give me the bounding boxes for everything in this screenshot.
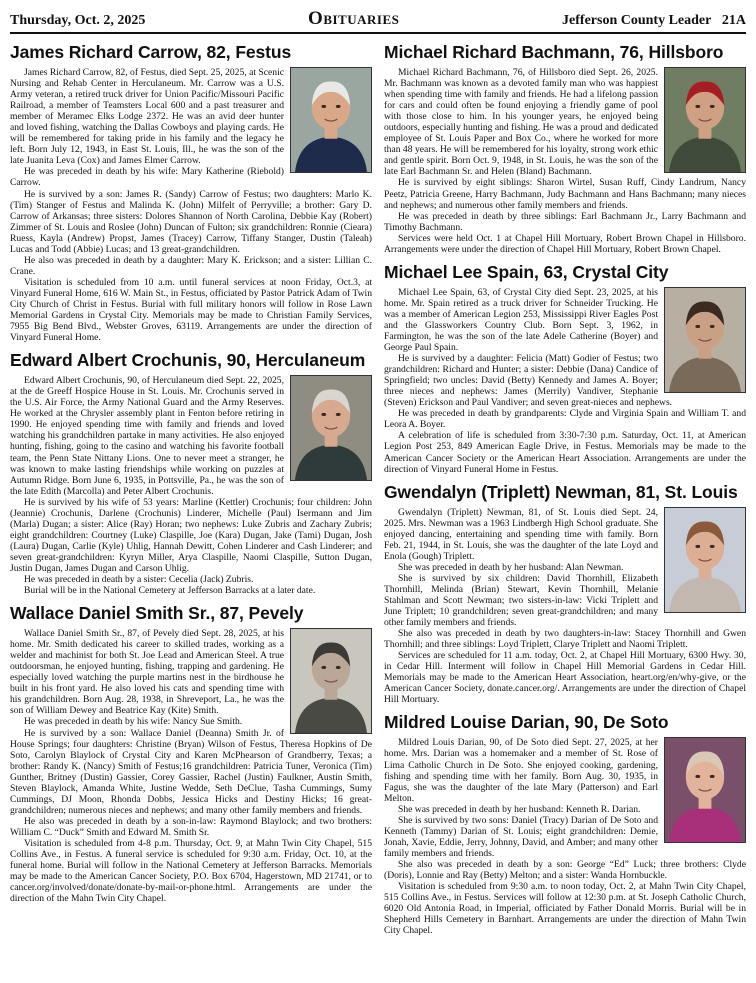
obituary-paragraph: Edward Albert Crochunis, 90, of Herculaneum died Sept. 22, 2025, at the de Greeff Hospice House in St. Louis. Mr. Crochunis served in the U.S. Air Force, the Army National Guard and the Army Reserves. He worked at the Chrysler assembly plant in Fenton before retiring in 1990. He enjoyed spending time with family and friends and loved watching his grandchildren partake in many activities. He also enjoyed hunting, fishing, going to the casino and watching his favorite football team, the Penn State Nittany Lions. One to never meet a stranger, he was known to make lasting friendships while working on puzzles at Autumn Ridge. Born June 6, 1935, in Pottsville, Pa., he was the son of the late Edith (Marcolla) and Peter Albert Crochunis. (10, 375, 284, 497)
obituary-paragraph: Mildred Louis Darian, 90, of De Soto died Sept. 27, 2025, at her home. Mrs. Darian was a homemaker and a member of St. Rose of Lima Catholic Church in De Soto. She enjoyed cooking, gardening, fishing and spending time with her family. Born Aug. 30, 1935, in Fagus, she was the daughter of the late Mary (Patterson) and Earl Melton. (384, 737, 658, 804)
obituary-headline: Wallace Daniel Smith Sr., 87, Pevely (10, 603, 304, 624)
section-title: Obituaries (308, 8, 400, 29)
right-column (384, 42, 746, 943)
obituary-paragraph: Wallace Daniel Smith Sr., 87, of Pevely died Sept. 28, 2025, at his home. Mr. Smith dedicated his career to skilled trades, working as a welder and machinist for both St. Joe Lead and American Steel. A true outdoorsman, he enjoyed hunting, fishing, trapping and gardening. He especially loved watching the purple martins nest in the birdhouse he built in his front yard. He also loved his cats and spending time with his grandchildren. Born Aug. 28, 1938, in Shreveport, La., he was the son of William Dewey and Beatrice Kay (Kite) Smith. (10, 628, 284, 717)
obituary-paragraph: He also was preceded in death by a son-in-law: Raymond Blaylock; and two brothers: William C. “Duck” Smith and Edward M. Smith Sr. (10, 815, 372, 838)
obituary-headline: Mildred Louise Darian, 90, De Soto (384, 712, 669, 733)
obituary-headline: Gwendalyn (Triplett) Newman, 81, St. Louis (384, 481, 738, 502)
portrait-photo (290, 67, 372, 173)
issue-date: Thursday, Oct. 2, 2025 (10, 13, 146, 28)
obituary-paragraph: He is survived by a son: Wallace Daniel (Deanna) Smith Jr. of House Springs; four daughters: Christine (Bryan) Wilson of Festus, Theresa Hopkins of De Soto, Carolyn Blaylock of Crystal City and Karen McPhearson of Grandberry, Texas; a brother: Randy K. (Nancy) Smith of Festus;16 grandchildren: Patricia Tuner, Veronica (Tim) Gunther, Britney (Dustin) Gassier, Corey Gassier, Rachel (Justin) Faulkner, Austin Smith, Steven Blaylock, Amanda White, Justine Wedde, Seth DeClue, Tasha Cummings, Sumy Cummings, DJ Moon, Rhonda Dobbs, Jessica Hicks and Destiny Hicks; 16 great-grandchildren; numerous nieces and nephews; and many other family members and friends. (10, 727, 372, 816)
obituary (10, 603, 372, 904)
obituary-paragraph: He is survived by a son: James R. (Sandy) Carrow of Festus; two daughters: Marlo K. (Tim) Stanger of Festus and Malinda K. (John) Milfelt of Perryville; a brother: Gary D. Carrow of Arkansas; three sisters: Dolores Shannon of North Carolina, Debbie Kay (Robert) Zimmer of St. Louis and Roslee (John) Duncan of Fulton; six grandchildren: Ronnie (Cieara) Ruess, Kayla (Andrew) Propst, James (Tracey) Carrow, Tiffany Stanger, Dustin (Taleah) Lucas and Todd (Abbie) Lucas; and 13 great-grandchildren. (10, 188, 372, 255)
left-column (10, 42, 372, 943)
obituary-paragraph: He was preceded in death by grandparents: Clyde and Virginia Spain and William T. and Leora A. Boyer. (384, 408, 746, 431)
obituary-paragraph: Services are scheduled for 11 a.m. today, Oct. 2, at Chapel Hill Mortuary, 6300 Hwy. 30, in Cedar Hill. Interment will follow in Chapel Hill Memorial Gardens in Cedar Hill. Memorials may be made to the American Heart Association, heart.org/en/why-give, or the American Cancer Society, donate.cancer.org/. Arrangements are under the direction of Chapel Hill Mortuary. (384, 650, 746, 706)
obituary-paragraph: Visitation is scheduled from 10 a.m. until funeral services at noon Friday, Oct.3, at Vinyard Funeral Home, 616 W. Main St., in Festus, officiated by Pastor Patrick Adam of Twin City Church of Christ in Festus. Burial with full military honors will follow in Rose Lawn Memorial Gardens in Crystal City. Memorials may be made to Christian Family Services, 7955 Big Bend Blvd., Webster Groves, 63119. Arrangements are under the direction of Vinyard Funeral Home. (10, 276, 372, 344)
paper-name: Jefferson County Leader (562, 13, 712, 28)
obituary-paragraph: She also was preceded in death by two daughters-in-law: Stacey Thornhill and Gwen Thornhill; and three siblings: Loyd Triplett, Clarye Triplett and Naomi Triplett. (384, 628, 746, 651)
obituary-headline: Edward Albert Crochunis, 90, Herculaneum (10, 350, 366, 371)
obituary-paragraph: A celebration of life is scheduled from 3:30-7:30 p.m. Saturday, Oct. 11, at American Legion Post 253, 849 American Eagle Drive, in Festus. Memorials may be made to the American Cancer Society or the American Heart Association. Arrangements are under the direction of Vinyard Funeral Home in Festus. (384, 430, 746, 475)
obituary-paragraph: He is survived by eight siblings: Sharon Wirtel, Susan Ruff, Cindy Landrum, Nancy Peetz, Patricia Greene, Harry Bachmann, Judy Bachmann and Hans Bachmann; many nieces and nephews; and numerous other family members and friends. (384, 177, 746, 211)
obituary (10, 350, 372, 596)
obituary-paragraph: Services were held Oct. 1 at Chapel Hill Mortuary, Robert Brown Chapel in Hillsboro. Arrangements were under the direction of Chapel Hill Mortuary, Robert Brown Chapel. (384, 232, 746, 255)
obituary-paragraph: He also was preceded in death by a daughter: Mary K. Erickson; and a sister: Lillian C. Crane. (10, 254, 372, 277)
obituary (10, 42, 372, 343)
obituary-paragraph: Gwendalyn (Triplett) Newman, 81, of St. Louis died Sept. 24, 2025. Mrs. Newman was a 1963 Lindbergh High School graduate. She enjoyed dancing, entertaining and spending time with family. Born Feb. 21, 1944, in St. Louis, she was the daughter of the late Loyd and Enola (Gough) Triplett. (384, 506, 658, 562)
obituary (384, 262, 746, 475)
portrait-photo (290, 375, 372, 481)
portrait-photo (664, 737, 746, 843)
obituary-paragraph: Burial will be in the National Cemetery at Jefferson Barracks at a later date. (24, 585, 316, 597)
obituary-paragraph: James Richard Carrow, 82, of Festus, died Sept. 25, 2025, at Scenic Nursing and Rehab Center in Herculaneum. Mr. Carrow was a U.S. Army veteran, a retired truck driver for Union Pacific/Missouri Pacific Railroad, a member of Teamsters Local 600 and a past treasurer and member of Meramec Elks Lodge 2372. He was an avid deer hunter and loved fishing, watching the Dallas Cowboys and playing cards. He will be remembered for taking pride in his family and the legacy he left. Born July 12, 1943, in East St. Louis, Ill., he was the son of the late Juanita Leva (Cox) and James Elmer Carrow. (10, 67, 284, 167)
obituary-headline: Michael Lee Spain, 63, Crystal City (384, 261, 669, 282)
portrait-photo (664, 507, 746, 613)
obituary-paragraph: She is survived by two sons: Daniel (Tracy) Darian of De Soto and Kenneth (Tammy) Darian of St. Louis; eight grandchildren: Demie, Jonah, Xavie, Eddie, Jerry, Johnny, David, and Amber; and many other family members and friends. (384, 814, 658, 859)
portrait-photo (664, 67, 746, 173)
obituary-paragraph: He was preceded in death by a sister: Cecelia (Jack) Zubris. (24, 574, 254, 586)
obituary-headline: James Richard Carrow, 82, Festus (10, 42, 292, 62)
portrait-photo (664, 287, 746, 393)
obituary-paragraph: He was preceded in death by three siblings: Earl Bachmann Jr., Larry Bachmann and Timothy Bachmann. (384, 210, 746, 233)
obituary-paragraph: Visitation is scheduled from 4-8 p.m. Thursday, Oct. 9, at Mahn Twin City Chapel, 515 Collins Ave., in Festus. A funeral service is scheduled for 9:30 a.m. Friday, Oct. 10, at the funeral home. Burial will follow in the National Cemetery at Jefferson Barracks. Memorials may be made to the American Cancer Society, P.O. Box 6704, Hagerstown, MD 21741, or to cancer.org/involved/donate/donate-by-mail-or-phone.html. Arrangements are under the direction of the Mahn Twin City Chapel. (10, 838, 372, 905)
obituary (384, 42, 746, 255)
obituary-paragraph: She also was preceded in death by a son: George “Ed” Luck; three brothers: Clyde (Doris), Lonnie and Ray (Betty) Melton; and a sister: Wanda Hornbuckle. (384, 858, 746, 881)
obituary (384, 712, 746, 936)
obituary-paragraph: Michael Lee Spain, 63, of Crystal City died Sept. 23, 2025, at his home. Mr. Spain retired as a truck driver for Schneider Trucking. He was a member of American Legion 253, Mississippi River Eagles Post and the Glassworkers Country Club. Born Sept. 3, 1962, in Farmington, he was the son of the late Adele Catherine (Boyer) and George Paul Spain. (384, 286, 658, 354)
obituary-headline: Michael Richard Bachmann, 76, Hillsboro (384, 42, 724, 62)
obituary (384, 482, 746, 706)
obituary-paragraph: He was preceded in death by his wife: Nancy Sue Smith. (24, 716, 243, 728)
obituary-paragraph: Michael Richard Bachmann, 76, of Hillsboro died Sept. 26, 2025. Mr. Bachmann was known as a devoted family man who was happiest when spending time with family and friends. He had a lifelong passion for cars and could often be found enjoying a friendly game of pool with those close to him. In his younger years, he enjoyed being outdoors, especially hunting and fishing. He was a proud and dedicated employee of St. Louis Paper and Box Co., where he worked for more than 48 years. He will be remembered for his loyalty, strong work ethic and gentle spirit. Born Oct. 9, 1948, in St. Louis, he was the son of the late Earl Bachmann Sr. and Helen (Bland) Bachmann. (384, 67, 658, 178)
page-number: 21A (721, 13, 746, 28)
masthead (10, 8, 746, 34)
obituary-paragraph: She is survived by six children: David Thornhill, Elizabeth Thornhill, Melinda (Brian) Stewart, Kevin Thornhill, Melanie Stahlman and Scott Newman; two sisters-in-law: Vicki Triplett and June Triplett; 10 grandchildren; seven great-grandchildren; and many other family members and friends. (384, 572, 658, 629)
obituary-paragraph: He was preceded in death by his wife: Mary Katherine (Riebold) Carrow. (10, 166, 284, 189)
portrait-photo (290, 628, 372, 734)
paper-and-page (562, 13, 746, 29)
obituary-columns (10, 42, 746, 943)
obituary-paragraph: He is survived by his wife of 53 years: Marline (Kettler) Crochunis; four children: John (Jeannie) Crochunis, Darlene (Crochunis) Linderer, Michelle (Paul) Isermann and Jim (Marla) Dugan; a sister: Alice (Ray) Horan; two nephews: Luke Zubris and Zachary Zubris; eight grandchildren: Courtney (Luke) Claspille, Joe (Kara) Dugan, Jake (Tami) Dugan, Josh (Laura) Dugan, Carlie (Kyle) Uhlig, Hannah Dewitt, Cohen Linderer and Cash Linderer; and seven great-grandchildren: Kyryn Miller, Arya Claspille, Naomi Claspille, Sutton Dugan, Justin Dugan, James Dugan and Carson Uhlig. (10, 496, 372, 574)
obituary-paragraph: She was preceded in death by her husband: Alan Newman. (398, 561, 624, 573)
obituary-paragraph: He is survived by a daughter: Felicia (Matt) Godier of Festus; two grandchildren: Richard and Hunter; a sister: Debbie (Dana) Candice of Springfield; two uncles: David (Betty) Kennedy and James A. Boyer; three nieces and nephews: James (Merrily) Vandiver, Stephanie (Steven) Erickson and Paul Vandiver; and seven great-nieces and nephews. (384, 353, 673, 409)
obituary-paragraph: She was preceded in death by her husband: Kenneth R. Darian. (398, 803, 641, 815)
obituary-paragraph: Visitation is scheduled from 9:30 a.m. to noon today, Oct. 2, at Mahn Twin City Chapel, 515 Collins Ave., in Festus. Services will follow at 12:30 p.m. at St. Joseph Catholic Church, 6020 Old Antonia Road, in Imperial, officiated by Father Donald Morris. Burial will be in Shepherd Hills Cemetery in Barnhart. Arrangements are under the direction of Mahn Twin City Chapel. (384, 881, 746, 937)
